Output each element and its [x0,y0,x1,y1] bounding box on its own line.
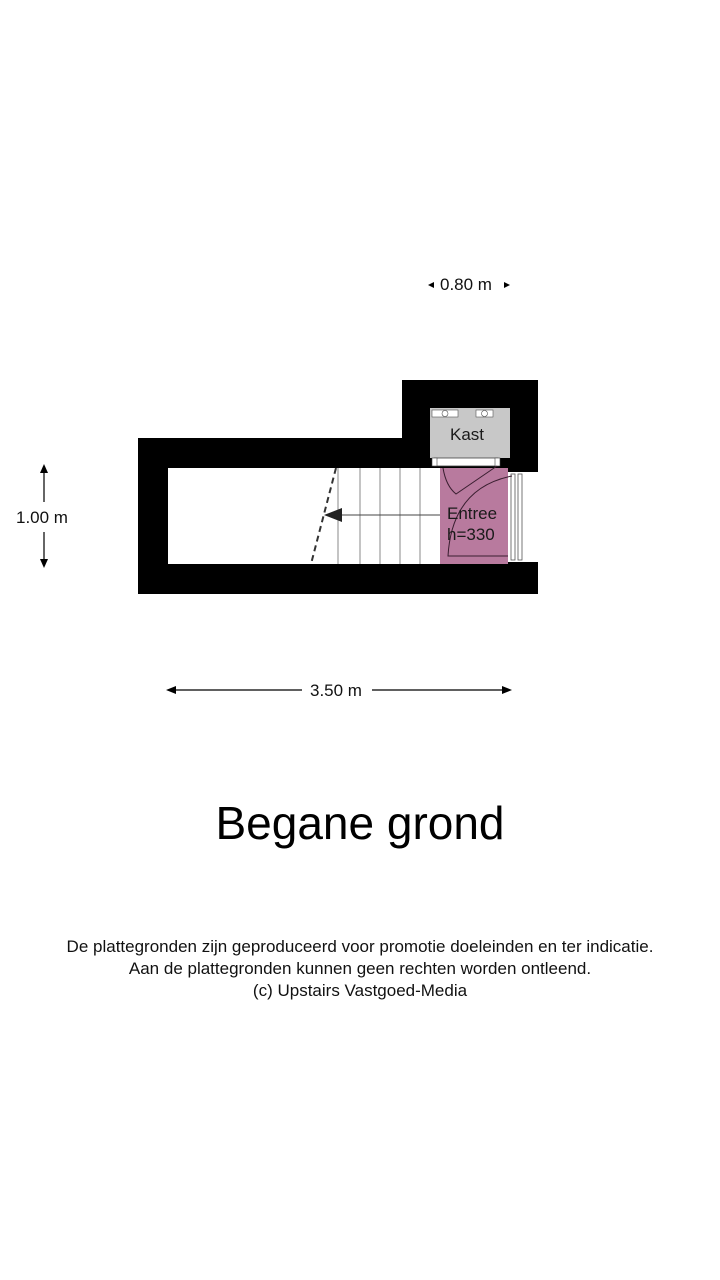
room-label-entree: Entree [447,504,498,523]
front-door-frame [511,474,515,560]
dimension-left-label: 1.00 m [16,508,68,527]
arrow-right-icon [502,686,512,694]
floor-title: Begane grond [215,797,505,849]
disclaimer-line-2: Aan de plattegronden kunnen geen rechten worden ontleend. [128,959,592,978]
floor-area [168,468,440,564]
disclaimer-line-1: De plattegronden zijn geproduceerd voor promotie doeleinden en ter indicatie. [66,937,654,956]
disclaimer [0,936,720,1002]
dimension-top-label: 0.80 m [440,275,492,294]
room-height-entree: h=330 [447,525,495,544]
kast-door [434,458,498,466]
room-label-kast: Kast [450,425,485,444]
disclaimer-copyright: (c) Upstairs Vastgoed-Media [252,981,468,1000]
dimension-bottom-label: 3.50 m [310,681,362,700]
